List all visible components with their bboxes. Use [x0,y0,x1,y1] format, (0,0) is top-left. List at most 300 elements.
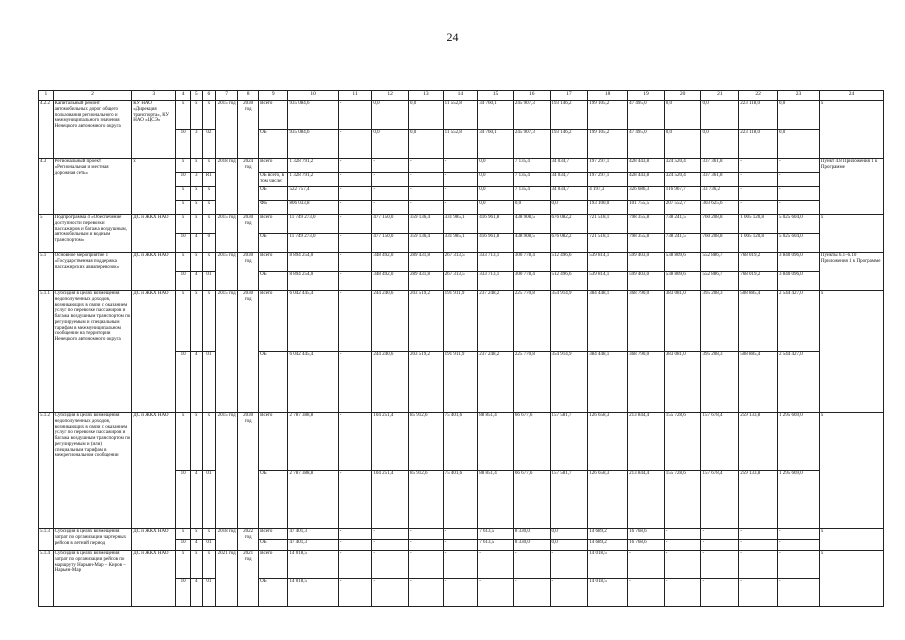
amount-cell: 3 840 096,0 [777,253,819,272]
funding-source: Всего [259,253,288,272]
end-year: 2030 год [238,215,259,253]
code-cell: 10 [176,579,191,607]
code-cell: 10 [176,471,191,529]
column-number: 23 [777,91,819,101]
column-number: 1 [39,91,54,101]
amount-cell: 157 678,4 [701,471,739,529]
end-year: 2030 год [238,413,259,529]
amount-cell: 599 403,0 [628,253,665,272]
amount-cell: 760 208,8 [701,234,739,253]
amount-cell: - [664,551,701,579]
amount-cell: - [478,551,514,579]
amount-cell: 337 361,8 [701,173,739,187]
item-name: Подпрограмма 4 «Обеспечение доступности перевозки пассажиров и багажа воздушным, автомобильным и водным транспортом» [53,215,132,253]
amount-cell: - [777,529,819,540]
amount-cell: 0,0 [372,130,409,159]
table-row [39,291,884,352]
amount-cell: - [701,540,739,551]
amount-cell: 11 749 273,0 [288,215,338,234]
amount-cell: - [701,551,739,579]
amount-cell: 331 985,1 [443,234,478,253]
amount-cell: 300 778,4 [513,272,550,291]
code-cell: 3 [191,130,203,159]
amount-cell: - [338,471,372,529]
amount-cell: - [409,187,444,201]
funding-source: ОБ [259,187,288,201]
amount-cell: 157 581,7 [550,413,588,471]
amount-cell: 384 448,1 [588,291,628,352]
amount-cell: - [513,579,550,607]
table-row [39,101,884,130]
start-year: 2021 год [216,551,238,607]
amount-cell: 199 105,2 [588,130,628,159]
amount-cell: 354 914,9 [550,291,588,352]
amount-cell: 0,0 [478,187,514,201]
column-number: 17 [550,91,588,101]
funding-source: Всего [259,101,288,130]
code-cell: х [202,551,216,579]
code-cell: 4 [191,272,203,291]
start-year: 2015 год [216,253,238,291]
amount-cell: - [338,529,372,540]
funding-source: ОБ [259,471,288,529]
amount-cell: 0,0 [777,130,819,159]
amount-cell: - [739,159,778,173]
item-name: Субсидия в целях возмещения недополученных доходов, возникающих в связи с оказанием услуг по перевозке пассажиров и багажа воздушным транспортом по регулируемым и специальным тарифам в межмуниципальном сообщении на территории Ненецкого автономного округа [53,291,132,413]
column-number: 9 [259,91,288,101]
amount-cell: - [777,173,819,187]
code-cell: 01 [202,540,216,551]
amount-cell: - [338,201,372,215]
amount-cell: 5 025 604,0 [777,234,819,253]
code-cell: х [202,201,216,215]
code-cell: х [202,187,216,201]
amount-cell: 0,0 [701,130,739,159]
amount-cell: - [338,551,372,579]
amount-cell: 0,0 [478,201,514,215]
amount-cell: 512 496,6 [550,253,588,272]
item-number: 5.1.1 [39,291,54,413]
code-cell: х [176,253,191,272]
amount-cell: 0,0 [777,101,819,130]
column-number-row [39,91,884,101]
column-number: 6 [202,91,216,101]
amount-cell: 34 760,1 [478,130,514,159]
amount-cell: 75 401,6 [443,413,478,471]
executor: КУ НАО «Дирекция транспорта», КУ НАО «ЦСЭ» [132,101,176,159]
amount-cell: 0,0 [550,540,588,551]
column-number: 11 [338,91,372,101]
amount-cell: 75 401,6 [443,471,478,529]
amount-cell: 416 961,8 [478,215,514,234]
amount-cell: - [338,159,372,173]
code-cell: х [191,253,203,272]
item-name: Субсидия в целях возмещения затрат по организации рейсов по маршруту Нарьян-Мар – Киров – Нарьян-Мар [53,551,132,607]
amount-cell: 6 042 445,4 [288,352,338,413]
amount-cell: - [338,272,372,291]
item-number: 4.2.2 [39,101,54,159]
code-cell: 4 [191,471,203,529]
code-cell: 01 [202,471,216,529]
amount-cell: - [777,540,819,551]
amount-cell: 738 241,5 [664,234,701,253]
amount-cell: - [338,352,372,413]
column-number: 8 [238,91,259,101]
end-year: 2022 год [238,529,259,551]
amount-cell: 155 728,6 [664,413,701,471]
amount-cell: 333 713,1 [478,253,514,272]
amount-cell: 935 084,6 [288,130,338,159]
amount-cell: 191 911,9 [443,291,478,352]
note: х [819,529,883,551]
amount-cell: 760 208,8 [701,215,739,234]
amount-cell: 7 135,4 [513,159,550,173]
amount-cell: 259 133,8 [739,471,778,529]
amount-cell: 539 814,1 [588,272,628,291]
amount-cell: 267 313,5 [443,253,478,272]
code-cell: 10 [176,352,191,413]
executor: ДС и ЖКХ НАО [132,551,176,607]
amount-cell: 223 118,0 [739,130,778,159]
amount-cell: 1 295 669,0 [777,413,819,471]
amount-cell: 0,0 [372,101,409,130]
amount-cell: 348 492,0 [372,272,409,291]
column-number: 14 [443,91,478,101]
amount-cell: 14 689,2 [588,540,628,551]
start-year: 2018 год [216,529,238,551]
amount-cell: - [777,551,819,579]
column-number: 18 [588,91,628,101]
amount-cell: 7 135,4 [513,187,550,201]
amount-cell: 395 208,3 [701,352,739,413]
amount-cell: 207 552,7 [664,201,701,215]
amount-cell: 721 518,1 [588,234,628,253]
end-year: 2030 год [238,101,259,159]
code-cell: х [176,291,191,352]
code-cell: х [191,291,203,352]
amount-cell: 395 208,3 [701,291,739,352]
amount-cell: 326 686,3 [628,187,665,201]
amount-cell: 0,0 [701,101,739,130]
item-number: 5 [39,215,54,253]
amount-cell: - [338,173,372,187]
amount-cell: - [739,529,778,540]
column-number: 13 [409,91,444,101]
amount-cell: 193 146,2 [550,130,588,159]
code-cell: х [191,201,203,215]
amount-cell: 155 728,6 [664,471,701,529]
amount-cell: 0,0 [664,101,701,130]
code-cell: 4 [191,234,203,253]
code-cell: х [202,101,216,130]
amount-cell: 47 495,0 [628,130,665,159]
code-cell: 01 [202,352,216,413]
amount-cell: 14 018,5 [588,551,628,579]
amount-cell: - [739,201,778,215]
code-cell: х [202,529,216,540]
amount-cell: 1 328 791,2 [288,173,338,187]
amount-cell: - [338,187,372,201]
amount-cell: 245 907,3 [513,101,550,130]
amount-cell: - [443,551,478,579]
amount-cell: - [443,540,478,551]
amount-cell: 85 912,6 [409,413,444,471]
amount-cell: 289 431,8 [409,272,444,291]
amount-cell: 935 084,6 [288,101,338,130]
amount-cell: 438 908,5 [513,234,550,253]
amount-cell: - [409,201,444,215]
amount-cell: 11 552,8 [443,101,478,130]
amount-cell: 7 135,4 [513,173,550,187]
amount-cell: 383 081,0 [664,291,701,352]
amount-cell: 1 005 120,8 [739,234,778,253]
amount-cell: 438 908,5 [513,215,550,234]
amount-cell: - [338,215,372,234]
end-year: 2021 год [238,551,259,607]
code-cell: х [191,187,203,201]
start-year: 2015 год [216,101,238,159]
amount-cell: - [409,173,444,187]
amount-cell: 512 496,6 [550,272,588,291]
code-cell: 01 [202,272,216,291]
code-cell: х [176,215,191,234]
amount-cell: 193 100,0 [588,201,628,215]
amount-cell: 416 961,8 [478,234,514,253]
amount-cell: 47 401,3 [288,540,338,551]
amount-cell: 337 361,8 [701,159,739,173]
code-cell: 4 [191,352,203,413]
amount-cell: - [443,159,478,173]
amount-cell: 225 770,8 [513,291,550,352]
amount-cell: 333 713,1 [478,272,514,291]
end-year: 2030 год [238,253,259,291]
amount-cell: 225 770,8 [513,352,550,413]
code-cell: х [176,187,191,201]
code-cell: х [202,291,216,352]
amount-cell: 368 790,0 [628,291,665,352]
amount-cell: 14 018,5 [288,579,338,607]
amount-cell: 244 240,6 [372,352,409,413]
amount-cell: 126 658,3 [588,413,628,471]
code-cell: х [202,253,216,272]
amount-cell: 237 248,2 [478,291,514,352]
amount-cell: 768 019,2 [739,272,778,291]
amount-cell: 384 448,1 [588,352,628,413]
amount-cell: 47 401,3 [288,529,338,540]
amount-cell: 1 328 791,2 [288,159,338,173]
amount-cell: 0,0 [664,130,701,159]
amount-cell: 538 809,6 [664,272,701,291]
amount-cell: 368 790,0 [628,352,665,413]
amount-cell: 14 018,5 [588,579,628,607]
amount-cell: 197 297,1 [588,173,628,187]
amount-cell: - [777,201,819,215]
code-cell: х [202,159,216,173]
column-number: 15 [478,91,514,101]
amount-cell: 157 581,7 [550,471,588,529]
code-cell: х [176,529,191,540]
amount-cell: - [409,551,444,579]
amount-cell: 213 844,4 [628,413,665,471]
item-number: 5.1.4 [39,551,54,607]
column-number: 24 [819,91,883,101]
code-cell: 10 [176,130,191,159]
amount-cell: 0,0 [409,130,444,159]
amount-cell: 552 886,7 [701,253,739,272]
amount-cell: 7 613,5 [478,529,514,540]
amount-cell: 0,0 [550,201,588,215]
budget-table [38,90,884,607]
amount-cell: 85 912,6 [409,471,444,529]
amount-cell: - [443,187,478,201]
amount-cell: 8 330,0 [513,540,550,551]
amount-cell: 4 197,3 [588,187,628,201]
amount-cell: 245 907,3 [513,130,550,159]
column-number: 4 [176,91,191,101]
amount-cell: 1 005 120,8 [739,215,778,234]
funding-source: ОБ [259,272,288,291]
funding-source: ОБ [259,130,288,159]
amount-cell: 331 985,1 [443,215,478,234]
amount-cell: - [664,540,701,551]
amount-cell: 676 082,2 [550,215,588,234]
column-number: 21 [701,91,739,101]
amount-cell: 16 768,6 [628,540,665,551]
amount-cell: 7 613,5 [478,540,514,551]
amount-cell: - [701,529,739,540]
item-name: Основное мероприятие 1 «Государственная поддержка пассажирских авиаперевозок» [53,253,132,291]
amount-cell: 11 552,8 [443,130,478,159]
table-row [39,159,884,173]
amount-cell: - [372,201,409,215]
amount-cell: 66 677,6 [513,413,550,471]
column-number: 2 [53,91,132,101]
amount-cell: 508 885,4 [739,291,778,352]
amount-cell: 383 081,0 [664,352,701,413]
table-row [39,215,884,234]
amount-cell: - [338,413,372,471]
amount-cell: 223 118,0 [739,101,778,130]
amount-cell: - [443,529,478,540]
amount-cell: - [739,579,778,607]
amount-cell: 324 520,4 [664,173,701,187]
amount-cell: - [372,159,409,173]
start-year: 2015 год [216,413,238,529]
amount-cell: 126 658,3 [588,471,628,529]
amount-cell: 798 355,8 [628,215,665,234]
amount-cell: 244 240,6 [372,291,409,352]
amount-cell: 11 749 273,0 [288,234,338,253]
funding-source: Всего [259,159,288,173]
funding-source: ОБ всего, в том числе: [259,173,288,187]
amount-cell: 197 297,1 [588,159,628,173]
amount-cell: 104 251,4 [372,471,409,529]
amount-cell: 428 443,8 [628,173,665,187]
amount-cell: - [372,529,409,540]
page-number: 24 [446,30,459,44]
amount-cell: - [777,159,819,173]
amount-cell: 354 914,9 [550,352,588,413]
amount-cell: 8 330,0 [513,529,550,540]
amount-cell: - [338,291,372,352]
item-number: 5.1.2 [39,413,54,529]
code-cell: х [176,101,191,130]
amount-cell: 33 736,2 [701,187,739,201]
amount-cell: 477 150,0 [372,215,409,234]
note: х [819,551,883,607]
amount-cell: - [664,529,701,540]
code-cell: 10 [176,234,191,253]
funding-source: ОБ [259,234,288,253]
note: х [819,413,883,529]
amount-cell: 0,0 [478,159,514,173]
amount-cell: 14 018,5 [288,551,338,579]
funding-source: Всего [259,291,288,352]
amount-cell: 768 019,2 [739,253,778,272]
amount-cell: 116 967,7 [664,187,701,201]
amount-cell: - [739,173,778,187]
amount-cell: - [628,551,665,579]
amount-cell: 348 492,0 [372,253,409,272]
funding-source: Всего [259,551,288,579]
amount-cell: - [777,187,819,201]
code-cell: х [202,413,216,471]
amount-cell: - [739,551,778,579]
amount-cell: 8 894 254,0 [288,253,338,272]
amount-cell: - [701,579,739,607]
end-year: 2024 год [238,159,259,215]
amount-cell: 324 520,4 [664,159,701,173]
code-cell: 0 [202,234,216,253]
column-number: 20 [664,91,701,101]
item-number: 5.1.3 [39,529,54,551]
amount-cell: 2 544 427,0 [777,291,819,352]
item-number: 5.1 [39,253,54,291]
table-row [39,529,884,540]
code-cell: 3 [191,173,203,187]
amount-cell: 203 519,2 [409,291,444,352]
code-cell: х [191,159,203,173]
executor: ДС и ЖКХ НАО [132,413,176,529]
amount-cell: - [372,579,409,607]
column-number: 16 [513,91,550,101]
amount-cell: - [739,540,778,551]
amount-cell: 88 851,4 [478,471,514,529]
amount-cell: - [338,101,372,130]
amount-cell: - [443,173,478,187]
funding-source: Всего [259,529,288,540]
code-cell: х [176,413,191,471]
code-cell: R1 [202,173,216,187]
item-name: Капитальный ремонт автомобильных дорог общего пользования регионального и межмуниципального значения Ненецкого автономного округа [53,101,132,159]
table-row [39,551,884,579]
executor: ДС и ЖКХ НАО [132,253,176,291]
amount-cell: 0,0 [409,101,444,130]
executor: ДС и ЖКХ НАО [132,291,176,413]
amount-cell: 303 625,6 [701,201,739,215]
amount-cell: - [372,173,409,187]
item-name: Субсидия в целях возмещения затрат по организации чартерных рейсов в летний период [53,529,132,551]
item-number: 4.3 [39,159,54,215]
amount-cell: - [443,579,478,607]
amount-cell: 289 431,8 [409,253,444,272]
amount-cell: - [777,579,819,607]
executor: ДС и ЖКХ НАО [132,529,176,551]
amount-cell: - [338,579,372,607]
amount-cell: 300 778,4 [513,253,550,272]
amount-cell: - [372,540,409,551]
code-cell: х [176,201,191,215]
